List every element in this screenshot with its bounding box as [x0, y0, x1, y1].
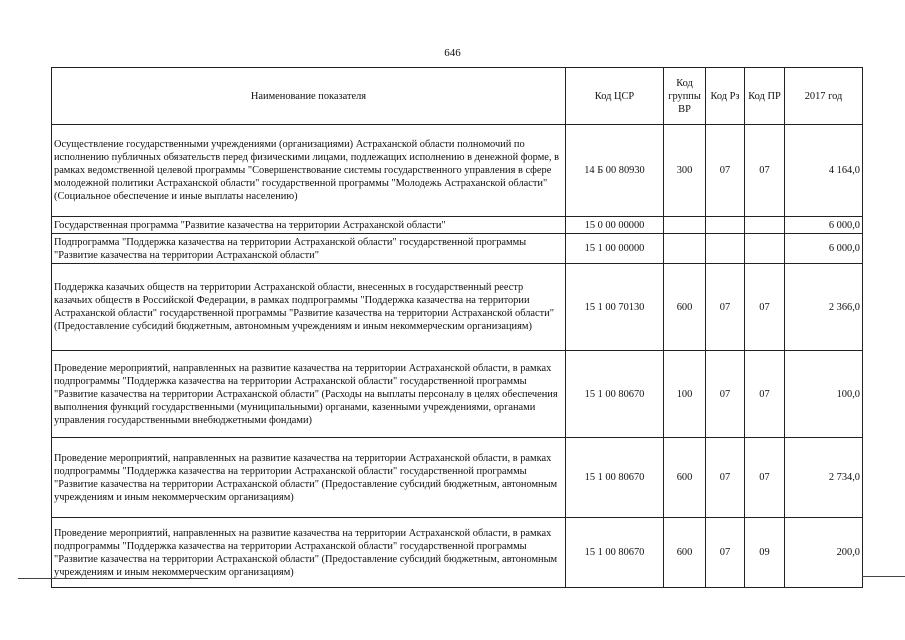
header-vr: Код группы ВР — [664, 68, 706, 125]
row-csr: 15 1 00 80670 — [566, 438, 664, 518]
row-pr — [745, 217, 785, 234]
header-name: Наименование показателя — [52, 68, 566, 125]
row-name: Государственная программа "Развитие казачества на территории Астраханской области" — [52, 217, 566, 234]
table-row — [52, 217, 863, 234]
row-vr: 600 — [664, 264, 706, 351]
row-pr — [745, 234, 785, 264]
row-amount: 6 000,0 — [785, 217, 863, 234]
row-pr: 09 — [745, 518, 785, 588]
row-name: Проведение мероприятий, направленных на развитие казачества на территории Астраханской области, в рамках подпрограммы "Поддержка казачества на территории Астраханской области" государственной программы "Развитие казачества на территории Астраханской области" (Расходы на выплаты персоналу в целях обеспечения выполнения функций государственными (муниципальными) органами, казенными учреждениями, органами управления государственными внебюджетными фондами) — [52, 351, 566, 438]
row-rz — [706, 234, 745, 264]
header-csr: Код ЦСР — [566, 68, 664, 125]
row-name: Подпрограмма "Поддержка казачества на территории Астраханской области" государственной программы "Развитие казачества на территории Астраханской области" — [52, 234, 566, 264]
row-csr: 15 0 00 00000 — [566, 217, 664, 234]
row-amount: 100,0 — [785, 351, 863, 438]
row-amount: 4 164,0 — [785, 125, 863, 217]
budget-table — [51, 67, 863, 588]
row-vr — [664, 234, 706, 264]
row-amount: 2 366,0 — [785, 264, 863, 351]
table-row — [52, 125, 863, 217]
row-csr: 15 1 00 70130 — [566, 264, 664, 351]
row-pr: 07 — [745, 438, 785, 518]
row-rz: 07 — [706, 438, 745, 518]
row-vr: 100 — [664, 351, 706, 438]
row-pr: 07 — [745, 264, 785, 351]
row-name: Осуществление государственными учреждениями (организациями) Астраханской области полномочий по исполнению публичных обязательств перед физическими лицами, подлежащих исполнению в денежной форме, в рамках ведомственной целевой программы "Совершенствование системы государственного управления в сфере молодежной политики Астраханской области" государственной программы "Молодежь Астраханской области" (Социальное обеспечение и иные выплаты населению) — [52, 125, 566, 217]
row-vr — [664, 217, 706, 234]
row-vr: 600 — [664, 518, 706, 588]
row-csr: 15 1 00 80670 — [566, 351, 664, 438]
row-rz: 07 — [706, 125, 745, 217]
row-vr: 300 — [664, 125, 706, 217]
row-rz: 07 — [706, 264, 745, 351]
header-pr: Код ПР — [745, 68, 785, 125]
strike-line-right — [862, 576, 905, 577]
row-csr: 14 Б 00 80930 — [566, 125, 664, 217]
row-name: Поддержка казачьих обществ на территории Астраханской области, внесенных в государственный реестр казачьих обществ в Российской Федерации, в рамках подпрограммы "Поддержка казачества на территории Астраханской области" государственной программы "Развитие казачества на территории Астраханской области" (Предоставление субсидий бюджетным, автономным учреждениям и иным некоммерческим организациям) — [52, 264, 566, 351]
header-rz: Код Рз — [706, 68, 745, 125]
table-row — [52, 264, 863, 351]
row-csr: 15 1 00 80670 — [566, 518, 664, 588]
strike-line-left — [18, 578, 208, 579]
row-rz: 07 — [706, 518, 745, 588]
row-name: Проведение мероприятий, направленных на развитие казачества на территории Астраханской области, в рамках подпрограммы "Поддержка казачества на территории Астраханской области" государственной программы "Развитие казачества на территории Астраханской области" (Предоставление субсидий бюджетным, автономным учреждениям и иным некоммерческим организациям) — [52, 518, 566, 588]
row-rz — [706, 217, 745, 234]
row-amount: 200,0 — [785, 518, 863, 588]
table-header-row — [52, 68, 863, 125]
table-row — [52, 351, 863, 438]
row-pr: 07 — [745, 125, 785, 217]
row-vr: 600 — [664, 438, 706, 518]
header-year: 2017 год — [785, 68, 863, 125]
table-row — [52, 234, 863, 264]
table-row — [52, 438, 863, 518]
row-amount: 6 000,0 — [785, 234, 863, 264]
row-csr: 15 1 00 00000 — [566, 234, 664, 264]
row-rz: 07 — [706, 351, 745, 438]
row-pr: 07 — [745, 351, 785, 438]
row-amount: 2 734,0 — [785, 438, 863, 518]
page-number: 646 — [444, 47, 461, 59]
row-name: Проведение мероприятий, направленных на развитие казачества на территории Астраханской области, в рамках подпрограммы "Поддержка казачества на территории Астраханской области" государственной программы "Развитие казачества на территории Астраханской области" (Предоставление субсидий бюджетным, автономным учреждениям и иным некоммерческим организациям) — [52, 438, 566, 518]
table-row — [52, 518, 863, 588]
